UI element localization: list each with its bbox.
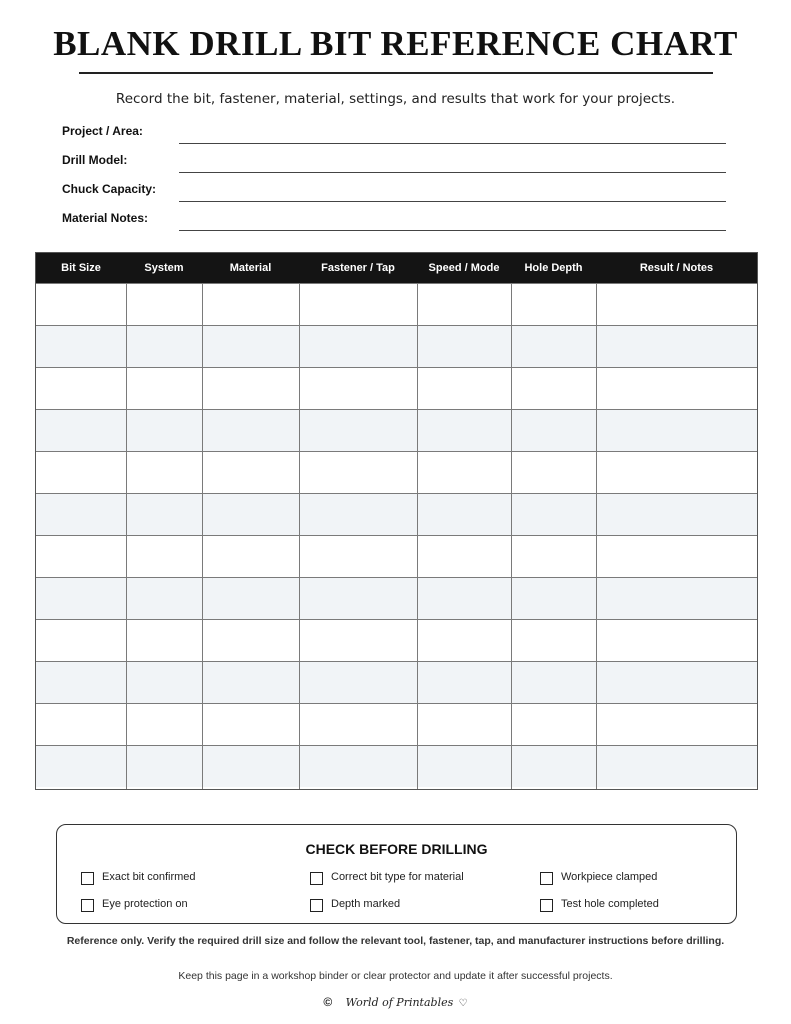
table-cell-material[interactable] [202, 704, 299, 746]
table-cell-result-notes[interactable] [596, 578, 757, 620]
table-cell-bit-size[interactable] [36, 662, 126, 704]
column-header-result-notes: Result / Notes [639, 262, 714, 274]
column-header-material: Material [229, 262, 272, 274]
table-cell-speed-mode[interactable] [417, 452, 511, 494]
reference-table [35, 252, 758, 790]
table-cell-material[interactable] [202, 452, 299, 494]
table-cell-hole-depth[interactable] [511, 704, 596, 746]
table-cell-result-notes[interactable] [596, 452, 757, 494]
checklist-item-label: Depth marked [331, 898, 401, 910]
column-divider [511, 283, 512, 789]
table-row [36, 745, 757, 787]
project-area-field[interactable] [62, 124, 726, 144]
table-cell-system[interactable] [126, 368, 202, 410]
column-divider [417, 283, 418, 789]
table-cell-system[interactable] [126, 704, 202, 746]
table-cell-fastener-tap[interactable] [299, 494, 417, 536]
table-cell-hole-depth[interactable] [511, 494, 596, 536]
table-cell-material[interactable] [202, 536, 299, 578]
table-cell-material[interactable] [202, 368, 299, 410]
table-cell-hole-depth[interactable] [511, 410, 596, 452]
disclaimer-text: Reference only. Verify the required drill size and follow the relevant tool, fastener, tap, and manufacturer instructions before drilling. [66, 935, 725, 947]
table-cell-fastener-tap[interactable] [299, 662, 417, 704]
table-cell-bit-size[interactable] [36, 452, 126, 494]
table-cell-hole-depth[interactable] [511, 746, 596, 788]
table-cell-result-notes[interactable] [596, 704, 757, 746]
brand-footer [0, 995, 791, 1009]
table-cell-speed-mode[interactable] [417, 662, 511, 704]
table-cell-bit-size[interactable] [36, 746, 126, 788]
table-cell-fastener-tap[interactable] [299, 620, 417, 662]
column-divider [202, 283, 203, 789]
table-cell-result-notes[interactable] [596, 494, 757, 536]
checklist-title: CHECK BEFORE DRILLING [305, 841, 488, 857]
table-cell-hole-depth[interactable] [511, 284, 596, 326]
column-divider [126, 283, 127, 789]
table-cell-result-notes[interactable] [596, 284, 757, 326]
table-cell-bit-size[interactable] [36, 284, 126, 326]
footer-note: Keep this page in a workshop binder or clear protector and update it after successful projects. [178, 970, 613, 982]
table-cell-material[interactable] [202, 620, 299, 662]
table-cell-system[interactable] [126, 494, 202, 536]
table-cell-material[interactable] [202, 494, 299, 536]
title-divider [79, 72, 713, 74]
column-divider [299, 283, 300, 789]
table-cell-hole-depth[interactable] [511, 326, 596, 368]
fill-line[interactable] [179, 230, 726, 231]
table-cell-bit-size[interactable] [36, 368, 126, 410]
table-cell-hole-depth[interactable] [511, 620, 596, 662]
drill-model-field[interactable] [62, 153, 726, 173]
table-cell-system[interactable] [126, 662, 202, 704]
table-row [36, 619, 757, 661]
chuck-capacity-field[interactable] [62, 182, 726, 202]
table-cell-speed-mode[interactable] [417, 578, 511, 620]
table-cell-speed-mode[interactable] [417, 704, 511, 746]
table-cell-bit-size[interactable] [36, 410, 126, 452]
table-cell-system[interactable] [126, 746, 202, 788]
table-cell-speed-mode[interactable] [417, 536, 511, 578]
table-cell-fastener-tap[interactable] [299, 410, 417, 452]
table-row [36, 325, 757, 367]
table-cell-result-notes[interactable] [596, 662, 757, 704]
checkbox[interactable] [310, 872, 323, 885]
table-row [36, 703, 757, 745]
heart-icon: ♡ [458, 998, 468, 1009]
table-cell-material[interactable] [202, 326, 299, 368]
table-cell-system[interactable] [126, 284, 202, 326]
table-cell-result-notes[interactable] [596, 368, 757, 410]
table-row [36, 367, 757, 409]
table-row [36, 661, 757, 703]
table-cell-system[interactable] [126, 620, 202, 662]
table-cell-result-notes[interactable] [596, 326, 757, 368]
column-header-bit-size: Bit Size [61, 262, 101, 274]
table-cell-material[interactable] [202, 284, 299, 326]
table-row [36, 451, 757, 493]
table-cell-hole-depth[interactable] [511, 536, 596, 578]
table-row [36, 493, 757, 535]
column-header-fastener-tap: Fastener / Tap [321, 262, 395, 274]
material-notes-field[interactable] [62, 211, 726, 231]
table-cell-bit-size[interactable] [36, 536, 126, 578]
table-cell-result-notes[interactable] [596, 536, 757, 578]
table-cell-bit-size[interactable] [36, 494, 126, 536]
field-label: Material Notes: [62, 211, 149, 225]
table-cell-material[interactable] [202, 410, 299, 452]
table-cell-speed-mode[interactable] [417, 620, 511, 662]
table-cell-speed-mode[interactable] [417, 326, 511, 368]
table-row [36, 577, 757, 619]
table-cell-system[interactable] [126, 452, 202, 494]
page-title: BLANK DRILL BIT REFERENCE CHART [53, 24, 738, 63]
table-cell-fastener-tap[interactable] [299, 536, 417, 578]
table-cell-material[interactable] [202, 578, 299, 620]
checklist-item-label: Correct bit type for material [331, 871, 464, 883]
table-cell-fastener-tap[interactable] [299, 284, 417, 326]
checklist-item-label: Exact bit confirmed [102, 871, 196, 883]
table-cell-hole-depth[interactable] [511, 368, 596, 410]
checkbox[interactable] [540, 872, 553, 885]
fill-line[interactable] [179, 143, 726, 144]
checklist-item-label: Eye protection on [102, 898, 188, 910]
table-cell-bit-size[interactable] [36, 578, 126, 620]
fill-line[interactable] [179, 172, 726, 173]
table-cell-result-notes[interactable] [596, 620, 757, 662]
table-cell-hole-depth[interactable] [511, 662, 596, 704]
table-cell-material[interactable] [202, 746, 299, 788]
table-row [36, 283, 757, 325]
table-cell-fastener-tap[interactable] [299, 704, 417, 746]
table-cell-fastener-tap[interactable] [299, 452, 417, 494]
table-cell-fastener-tap[interactable] [299, 326, 417, 368]
checkbox[interactable] [81, 872, 94, 885]
table-cell-bit-size[interactable] [36, 620, 126, 662]
fill-line[interactable] [179, 201, 726, 202]
table-cell-fastener-tap[interactable] [299, 746, 417, 788]
checklist-panel [56, 824, 737, 924]
table-cell-bit-size[interactable] [36, 326, 126, 368]
table-cell-result-notes[interactable] [596, 410, 757, 452]
brand-name: World of Printables [345, 996, 454, 1009]
column-divider [596, 283, 597, 789]
table-cell-result-notes[interactable] [596, 746, 757, 788]
table-cell-system[interactable] [126, 578, 202, 620]
checkbox[interactable] [310, 899, 323, 912]
table-cell-bit-size[interactable] [36, 704, 126, 746]
checklist-item-label: Test hole completed [561, 898, 659, 910]
table-header [36, 253, 757, 283]
table-row [36, 535, 757, 577]
table-cell-speed-mode[interactable] [417, 368, 511, 410]
field-label: Project / Area: [62, 124, 143, 138]
table-row [36, 409, 757, 451]
checklist-item-label: Workpiece clamped [561, 871, 658, 883]
checkbox[interactable] [540, 899, 553, 912]
table-cell-hole-depth[interactable] [511, 452, 596, 494]
table-cell-material[interactable] [202, 662, 299, 704]
table-cell-speed-mode[interactable] [417, 284, 511, 326]
field-label: Drill Model: [62, 153, 128, 167]
checkbox[interactable] [81, 899, 94, 912]
column-header-hole-depth: Hole Depth [524, 262, 583, 274]
table-cell-hole-depth[interactable] [511, 578, 596, 620]
page-subtitle: Record the bit, fastener, material, settings, and results that work for your projects. [115, 91, 676, 107]
table-cell-speed-mode[interactable] [417, 494, 511, 536]
table-cell-system[interactable] [126, 410, 202, 452]
table-cell-speed-mode[interactable] [417, 746, 511, 788]
table-cell-system[interactable] [126, 326, 202, 368]
table-cell-fastener-tap[interactable] [299, 368, 417, 410]
column-header-speed-mode: Speed / Mode [428, 262, 500, 274]
field-label: Chuck Capacity: [62, 182, 157, 196]
column-header-system: System [144, 262, 184, 274]
copyright-symbol: © [323, 995, 333, 1009]
table-cell-system[interactable] [126, 536, 202, 578]
table-cell-fastener-tap[interactable] [299, 578, 417, 620]
table-cell-speed-mode[interactable] [417, 410, 511, 452]
